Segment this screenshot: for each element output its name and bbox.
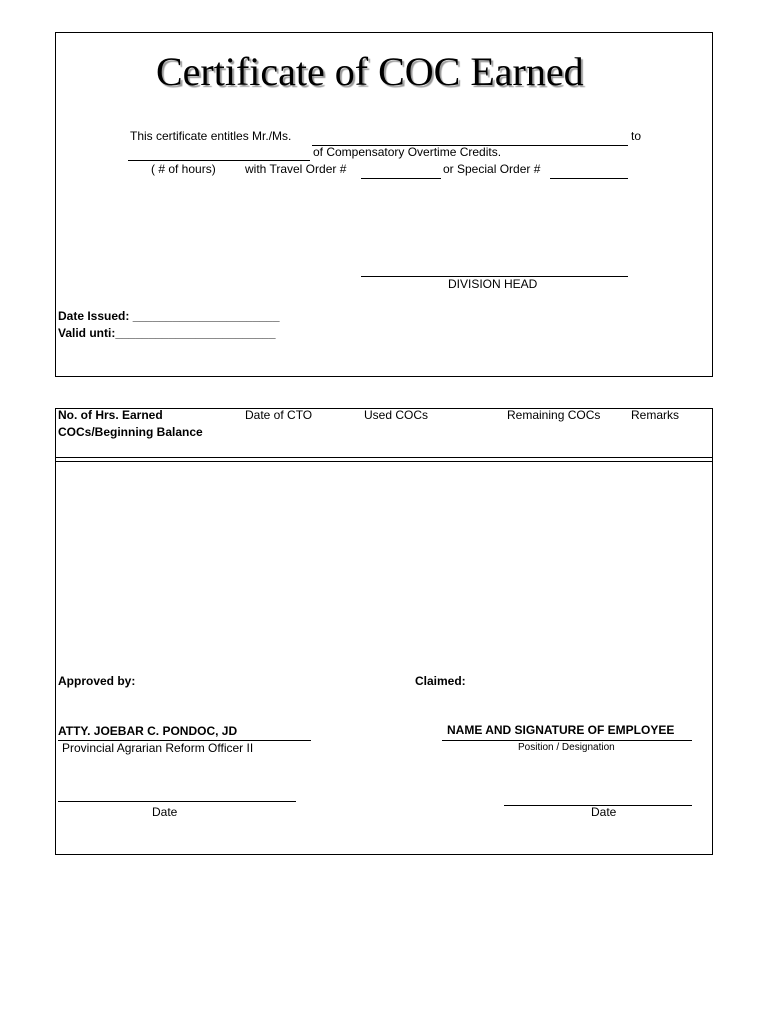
header-date-of-cto: Date of CTO bbox=[245, 408, 313, 422]
division-head-label: DIVISION HEAD bbox=[448, 277, 538, 291]
header-remarks: Remarks bbox=[631, 408, 680, 422]
to-text: to bbox=[631, 129, 642, 143]
header-used-cocs: Used COCs bbox=[364, 408, 429, 422]
approver-title: Provincial Agrarian Reform Officer II bbox=[62, 741, 254, 755]
employee-signature-line bbox=[442, 740, 692, 741]
header-earned-line2: COCs/Beginning Balance bbox=[58, 425, 203, 439]
credits-text: of Compensatory Overtime Credits. bbox=[313, 145, 502, 159]
travel-order-label: with Travel Order # bbox=[245, 162, 347, 176]
approver-name: ATTY. JOEBAR C. PONDOC, JD bbox=[58, 724, 238, 738]
entitles-text: This certificate entitles Mr./Ms. bbox=[130, 129, 292, 143]
header-remaining-cocs: Remaining COCs bbox=[507, 408, 601, 422]
hours-label: ( # of hours) bbox=[151, 162, 216, 176]
approved-by-label: Approved by: bbox=[58, 674, 136, 688]
position-designation-label: Position / Designation bbox=[518, 742, 615, 753]
hours-line bbox=[128, 160, 310, 161]
header-divider-bottom bbox=[55, 461, 713, 462]
special-order-line bbox=[550, 178, 628, 179]
right-date-label: Date bbox=[591, 805, 617, 819]
left-date-label: Date bbox=[152, 805, 178, 819]
ledger-box bbox=[55, 408, 713, 855]
left-date-line bbox=[58, 801, 296, 802]
valid-until: Valid unti:________________________ bbox=[58, 326, 276, 340]
certificate-title: Certificate of COC Earned bbox=[156, 49, 584, 94]
claimed-label: Claimed: bbox=[415, 674, 466, 688]
travel-order-line bbox=[361, 178, 441, 179]
header-divider-top bbox=[55, 457, 713, 458]
date-issued: Date Issued: ______________________ bbox=[58, 309, 280, 323]
employee-name-label: NAME AND SIGNATURE OF EMPLOYEE bbox=[447, 723, 675, 737]
special-order-label: or Special Order # bbox=[443, 162, 541, 176]
header-earned-line1: No. of Hrs. Earned bbox=[58, 408, 163, 422]
